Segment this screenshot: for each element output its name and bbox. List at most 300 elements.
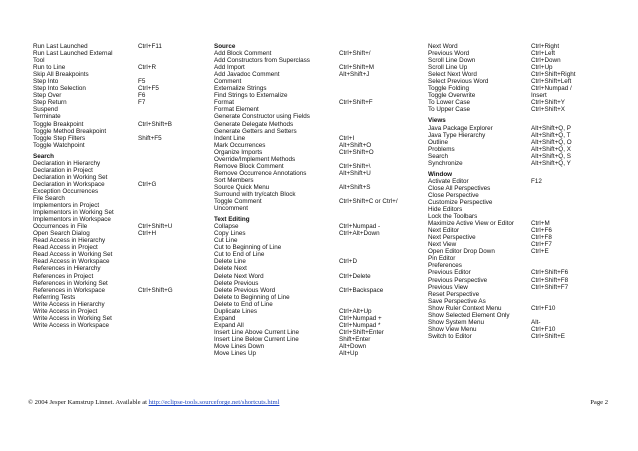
key-binding: Ctrl+Shift+E (531, 332, 565, 340)
key-binding: Alt+Shift+S (339, 183, 371, 191)
command-name: Next View (428, 241, 457, 249)
shortcut-row (33, 315, 223, 322)
shortcut-row (33, 188, 223, 195)
shortcut-row (33, 216, 223, 223)
section-heading (214, 43, 424, 50)
command-name: To Lower Case (428, 99, 470, 107)
command-name: Implementors in Project (33, 202, 100, 210)
key-binding: Ctrl+F8 (531, 234, 552, 242)
shortcut-row (33, 174, 223, 181)
shortcut-row (214, 223, 424, 230)
command-name: Run Last Launched External (33, 50, 113, 58)
key-binding: Ctrl+Alt+Up (339, 307, 372, 315)
shortcut-row (33, 43, 223, 50)
command-name: Comment (214, 78, 242, 86)
key-binding: Ctrl+F6 (531, 227, 552, 235)
command-name: Terminate (33, 113, 61, 121)
shortcut-row (428, 153, 628, 160)
shortcut-row (33, 135, 223, 142)
key-binding: Ctrl+Delete (339, 272, 371, 280)
command-name: Mark Occurrences (214, 141, 266, 149)
key-binding: Ctrl+Shift+Enter (339, 328, 384, 336)
shortcut-row (214, 265, 424, 272)
shortcut-row (214, 71, 424, 78)
key-binding: Ctrl+Up (531, 64, 553, 72)
command-name: Scroll Line Up (428, 64, 468, 72)
key-binding: Ctrl+F5 (138, 85, 159, 93)
page-number: Page 2 (590, 399, 608, 406)
command-name: Source Quick Menu (214, 183, 270, 191)
key-binding: Ctrl+Shift+/ (339, 50, 371, 58)
command-name: Generate Delegate Methods (214, 120, 294, 128)
shortcut-row (214, 205, 424, 212)
shortcut-row (214, 142, 424, 149)
shortcut-row (214, 156, 424, 163)
shortcut-row (214, 99, 424, 106)
shortcut-row (428, 99, 628, 106)
command-name: Add Block Comment (214, 50, 272, 58)
command-name: Run Last Launched (33, 43, 88, 50)
key-binding: Ctrl+G (138, 180, 157, 188)
command-name: Remove Occurrence Annotations (214, 169, 307, 177)
command-name: Read Access in Workspace (33, 258, 110, 266)
shortcut-row (214, 258, 424, 265)
shortcut-column-1 (33, 43, 223, 329)
command-name: Format Element (214, 106, 259, 114)
key-binding: Ctrl+F7 (531, 241, 552, 249)
section-title: Views (428, 117, 446, 125)
command-name: Next Editor (428, 227, 460, 235)
command-name: Expand (214, 314, 236, 322)
command-name: Indent Line (214, 134, 246, 142)
command-name: Toggle Breakpoint (33, 120, 84, 128)
footer-link[interactable]: http://eclipse-tools.sourceforge.net/shortcuts.html (148, 399, 280, 406)
shortcut-row (428, 199, 628, 206)
shortcut-row (33, 99, 223, 106)
shortcut-row (214, 64, 424, 71)
shortcut-row (428, 284, 628, 291)
command-name: Hide Editors (428, 206, 463, 214)
command-name: Pin Editor (428, 255, 456, 263)
key-binding: Ctrl+H (138, 230, 157, 238)
command-name: Write Access in Hierarchy (33, 300, 105, 308)
section-title: Search (33, 152, 55, 160)
command-name: Preferences (428, 262, 462, 270)
shortcut-row (214, 273, 424, 280)
key-binding: Ctrl+Numpad / (531, 85, 572, 93)
shortcut-row (428, 106, 628, 113)
command-name: Generate Getters and Setters (214, 127, 297, 135)
shortcut-row (214, 191, 424, 198)
command-name: Next Word (428, 43, 458, 50)
shortcut-row (33, 142, 223, 149)
command-name: Next Perspective (428, 234, 476, 242)
shortcut-row (428, 78, 628, 85)
key-binding: Ctrl+Shift+U (138, 223, 173, 231)
shortcut-row (214, 113, 424, 120)
shortcut-row (214, 350, 424, 357)
command-name: Open Editor Drop Down (428, 248, 495, 256)
command-name: Select Previous Word (428, 78, 489, 86)
command-name: Toggle Folding (428, 85, 469, 93)
section-title: Source (214, 43, 236, 50)
command-name: Sort Members (214, 176, 254, 184)
command-name: Java Package Explorer (428, 124, 493, 132)
shortcut-row (214, 315, 424, 322)
shortcut-row (428, 277, 628, 284)
shortcut-row (428, 50, 628, 57)
shortcut-row (428, 132, 628, 139)
command-name: File Search (33, 194, 65, 202)
command-name: Save Perspective As (428, 297, 486, 305)
key-binding: Alt+Shift+Q, O (531, 138, 572, 146)
shortcut-row (214, 184, 424, 191)
shortcut-row (33, 64, 223, 71)
section-title: Text Editing (214, 216, 250, 224)
section-heading (214, 216, 424, 223)
shortcut-row (214, 106, 424, 113)
command-name: Delete Next (214, 265, 247, 273)
shortcut-row (33, 265, 223, 272)
command-name: Move Lines Down (214, 342, 265, 350)
command-name: Skip All Breakpoints (33, 71, 89, 79)
section-heading (428, 117, 628, 124)
key-binding: Alt+Down (339, 342, 367, 350)
shortcut-row (214, 149, 424, 156)
key-binding: Ctrl+Shift+G (138, 286, 173, 294)
key-binding: Ctrl+F10 (531, 304, 556, 312)
shortcut-row (33, 85, 223, 92)
key-binding: Ctrl+Shift+F6 (531, 269, 569, 277)
shortcut-row (428, 213, 628, 220)
command-name: Declaration in Workspace (33, 180, 105, 188)
command-name: Maximize Active View or Editor (428, 220, 514, 228)
shortcut-row (33, 209, 223, 216)
shortcut-row (214, 251, 424, 258)
command-name: Switch to Editor (428, 332, 472, 340)
shortcut-row (428, 234, 628, 241)
key-binding: Ctrl+Right (531, 43, 560, 50)
shortcut-row (428, 71, 628, 78)
command-name: Declaration in Working Set (33, 173, 108, 181)
command-name: Duplicate Lines (214, 307, 258, 315)
key-binding: Ctrl+Shift+Left (531, 78, 572, 86)
command-name: Delete to Beginning of Line (214, 293, 290, 301)
key-binding: Alt+Up (339, 350, 359, 358)
shortcut-row (428, 227, 628, 234)
command-name: Activate Editor (428, 177, 469, 185)
shortcut-row (428, 319, 628, 326)
shortcut-row (428, 92, 628, 99)
shortcut-row (33, 92, 223, 99)
command-name: Close Perspective (428, 191, 479, 199)
shortcut-row (428, 178, 628, 185)
key-binding: Ctrl+Shift+F8 (531, 276, 569, 284)
shortcut-row (33, 121, 223, 128)
shortcut-row (428, 43, 628, 50)
shortcut-row (214, 163, 424, 170)
shortcut-row (428, 64, 628, 71)
shortcut-row (33, 308, 223, 315)
key-binding: Ctrl+Left (531, 50, 555, 58)
command-name: Search (428, 152, 448, 160)
command-name: References in Working Set (33, 279, 108, 287)
shortcut-row (33, 202, 223, 209)
footer-copyright (28, 399, 279, 406)
shortcut-row (214, 294, 424, 301)
shortcut-row (33, 230, 223, 237)
shortcut-row (33, 113, 223, 120)
command-name: Toggle Step Filters (33, 134, 86, 142)
key-binding: Ctrl+I (339, 134, 355, 142)
shortcut-row (33, 294, 223, 301)
shortcut-row (214, 301, 424, 308)
key-binding: Ctrl+Shift+\ (339, 162, 371, 170)
shortcut-row (214, 329, 424, 336)
command-name: Organize Imports (214, 148, 263, 156)
command-name: Previous View (428, 283, 468, 291)
shortcut-column-3 (428, 43, 628, 340)
command-name: Add Constructors from Superclass (214, 57, 310, 65)
key-binding: Alt+Shift+J (339, 71, 370, 79)
shortcut-row (33, 50, 223, 57)
shortcut-row (214, 280, 424, 287)
command-name: Write Access in Project (33, 307, 98, 315)
shortcut-row (428, 85, 628, 92)
shortcut-row (33, 301, 223, 308)
command-name: Write Access in Working Set (33, 314, 112, 322)
shortcut-row (428, 262, 628, 269)
key-binding: Ctrl+Shift+O (339, 148, 374, 156)
shortcut-row (33, 71, 223, 78)
shortcut-row (428, 298, 628, 305)
shortcut-row (428, 291, 628, 298)
command-name: Expand All (214, 321, 244, 329)
key-binding: Ctrl+E (531, 248, 549, 256)
shortcut-row (428, 333, 628, 340)
shortcut-row (214, 308, 424, 315)
key-binding: Ctrl+Shift+X (531, 106, 565, 114)
shortcut-row (33, 273, 223, 280)
command-name: References in Hierarchy (33, 265, 101, 273)
key-binding: Ctrl+F11 (138, 43, 162, 50)
command-name: Close All Perspectives (428, 184, 491, 192)
command-name: Toggle Overwrite (428, 92, 476, 100)
command-name: Externalize Strings (214, 85, 267, 93)
command-name: Step Return (33, 99, 67, 107)
shortcut-row (214, 85, 424, 92)
command-name: Step Into Selection (33, 85, 86, 93)
command-name: Find Strings to Externalize (214, 92, 288, 100)
shortcut-row (214, 287, 424, 294)
command-name: References in Project (33, 272, 94, 280)
key-binding: Ctrl+Alt+Down (339, 230, 380, 238)
shortcut-row (428, 255, 628, 262)
key-binding: Ctrl+Shift+B (138, 120, 172, 128)
key-binding: Ctrl+D (339, 258, 358, 266)
command-name: Open Search Dialog (33, 230, 90, 238)
shortcut-row (33, 237, 223, 244)
command-name: Toggle Comment (214, 198, 262, 206)
shortcut-row (33, 223, 223, 230)
shortcut-row (214, 78, 424, 85)
key-binding: F12 (531, 177, 542, 185)
command-name: References in Workspace (33, 286, 105, 294)
shortcut-row (214, 128, 424, 135)
command-name: Tool (33, 57, 45, 65)
command-name: Step Over (33, 92, 62, 100)
shortcut-row (33, 106, 223, 113)
command-name: Insert Line Below Current Line (214, 335, 299, 343)
key-binding: Ctrl+Shift+Right (531, 71, 576, 79)
shortcut-row (428, 139, 628, 146)
command-name: Override/Implement Methods (214, 155, 296, 163)
shortcut-row (214, 322, 424, 329)
key-binding: Ctrl+Numpad + (339, 314, 382, 322)
key-binding: Ctrl+Backspace (339, 286, 384, 294)
command-name: Surround with try/catch Block (214, 190, 296, 198)
command-name: Previous Editor (428, 269, 471, 277)
command-name: Customize Perspective (428, 198, 493, 206)
key-binding: Alt+Shift+U (339, 169, 371, 177)
shortcut-row (428, 125, 628, 132)
key-binding: Ctrl+F10 (531, 325, 556, 333)
shortcut-row (428, 326, 628, 333)
command-name: Step Into (33, 78, 59, 86)
shortcut-row (33, 78, 223, 85)
command-name: Cut to End of Line (214, 251, 265, 259)
shortcut-row (214, 244, 424, 251)
key-binding: F7 (138, 99, 146, 107)
command-name: Outline (428, 138, 448, 146)
key-binding: Ctrl+M (531, 220, 550, 228)
key-binding: Ctrl+Shift+Y (531, 99, 565, 107)
command-name: Uncomment (214, 205, 248, 213)
command-name: Show View Menu (428, 325, 477, 333)
command-name: Write Access in Workspace (33, 321, 110, 329)
command-name: Select Next Word (428, 71, 477, 79)
shortcut-row (428, 57, 628, 64)
key-binding: Alt+Shift+O (339, 141, 372, 149)
command-name: Lock the Toolbars (428, 213, 478, 221)
key-binding: Ctrl+Numpad - (339, 223, 381, 231)
shortcut-row (428, 248, 628, 255)
key-binding: Alt+Shift+Q, S (531, 152, 571, 160)
shortcut-row (214, 57, 424, 64)
shortcut-row (33, 244, 223, 251)
key-binding: Shift+F5 (138, 134, 162, 142)
shortcut-row (428, 312, 628, 319)
key-binding: Alt+Shift+Q, Y (531, 159, 571, 167)
section-heading (428, 171, 628, 178)
shortcut-row (33, 57, 223, 64)
shortcut-row (33, 160, 223, 167)
shortcut-row (33, 287, 223, 294)
copyright-text: © 2004 Jesper Kamstrup Linnet. Available at (28, 399, 149, 406)
command-name: Show Selected Element Only (428, 311, 510, 319)
shortcut-row (214, 135, 424, 142)
key-binding: Shift+Enter (339, 335, 371, 343)
key-binding: Ctrl+Numpad * (339, 321, 381, 329)
command-name: Delete Next Word (214, 272, 264, 280)
command-name: Cut to Beginning of Line (214, 244, 282, 252)
command-name: Add Import (214, 64, 245, 72)
command-name: Exception Occurrences (33, 187, 99, 195)
command-name: Reset Perspective (428, 290, 480, 298)
shortcut-row (428, 160, 628, 167)
shortcut-row (428, 269, 628, 276)
key-binding: Ctrl+Shift+F7 (531, 283, 569, 291)
command-name: Toggle Watchpoint (33, 141, 85, 149)
shortcut-row (33, 181, 223, 188)
shortcut-row (214, 230, 424, 237)
shortcut-row (428, 305, 628, 312)
command-name: Format (214, 99, 234, 107)
command-name: Implementors in Workspace (33, 216, 111, 224)
shortcut-row (214, 198, 424, 205)
command-name: Synchronize (428, 159, 463, 167)
key-binding: F6 (138, 92, 146, 100)
command-name: To Upper Case (428, 106, 470, 114)
command-name: Insert Line Above Current Line (214, 328, 300, 336)
command-name: Remove Block Comment (214, 162, 284, 170)
shortcut-row (214, 336, 424, 343)
command-name: Copy Lines (214, 230, 246, 238)
section-title: Window (428, 170, 453, 178)
key-binding: Insert (531, 92, 547, 100)
command-name: Delete Previous Word (214, 286, 276, 294)
command-name: Previous Perspective (428, 276, 488, 284)
shortcut-row (428, 192, 628, 199)
shortcut-row (33, 322, 223, 329)
shortcut-row (428, 206, 628, 213)
key-binding: Alt- (531, 318, 541, 326)
command-name: Java Type Hierarchy (428, 131, 486, 139)
key-binding: Ctrl+R (138, 64, 157, 72)
shortcut-row (214, 343, 424, 350)
command-name: Collapse (214, 223, 239, 231)
command-name: Read Access in Working Set (33, 251, 113, 259)
command-name: Occurrences in File (33, 223, 88, 231)
shortcut-row (33, 167, 223, 174)
command-name: Suspend (33, 106, 58, 114)
shortcut-row (214, 237, 424, 244)
key-binding: Alt+Shift+Q, X (531, 145, 571, 153)
key-binding: Ctrl+Shift+M (339, 64, 374, 72)
shortcut-row (214, 177, 424, 184)
shortcut-row (214, 170, 424, 177)
command-name: Delete to End of Line (214, 300, 273, 308)
command-name: Problems (428, 145, 455, 153)
command-name: Declaration in Project (33, 166, 93, 174)
shortcut-row (428, 241, 628, 248)
command-name: Previous Word (428, 50, 470, 58)
command-name: Implementors in Working Set (33, 209, 114, 217)
shortcut-row (33, 128, 223, 135)
command-name: Run to Line (33, 64, 66, 72)
key-binding: Ctrl+Shift+F (339, 99, 373, 107)
command-name: Show Ruler Context Menu (428, 304, 502, 312)
shortcut-row (428, 185, 628, 192)
command-name: Referring Tests (33, 293, 76, 301)
key-binding: Ctrl+Down (531, 57, 561, 65)
command-name: Cut Line (214, 237, 238, 245)
command-name: Delete Line (214, 258, 246, 266)
command-name: Move Lines Up (214, 350, 256, 358)
shortcut-row (428, 146, 628, 153)
shortcut-row (33, 258, 223, 265)
key-binding: F5 (138, 78, 146, 86)
